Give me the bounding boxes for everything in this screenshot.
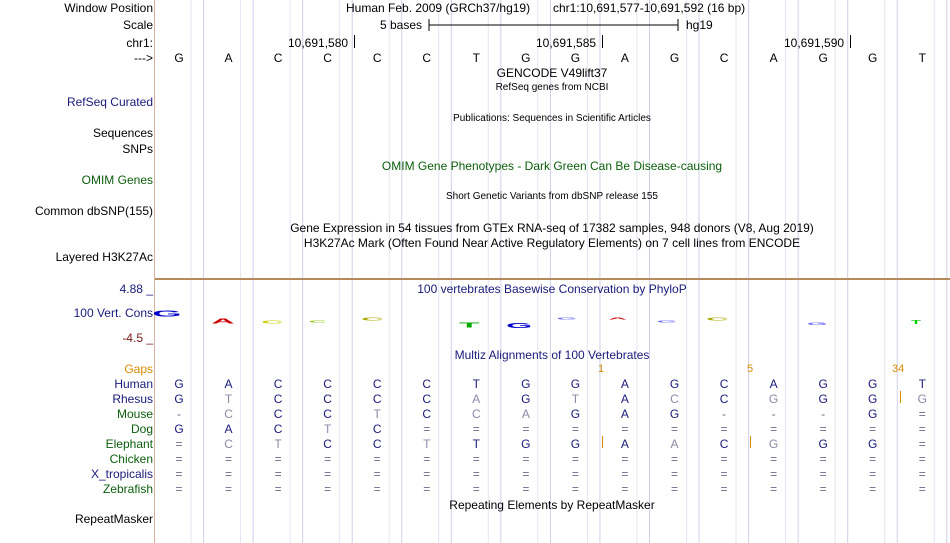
ruler-tick bbox=[850, 35, 851, 48]
alignment-base: = bbox=[869, 467, 877, 481]
alignment-base: C bbox=[471, 407, 481, 421]
alignment-base: = bbox=[918, 452, 926, 466]
alignment-base: A bbox=[224, 422, 233, 436]
base-letter: T bbox=[918, 51, 926, 65]
alignment-base: = bbox=[621, 482, 629, 496]
alignment-base: G bbox=[174, 422, 184, 436]
h3k27ac-track-title: H3K27Ac Mark (Often Found Near Active Regulatory Elements) on 7 cell lines from ENCODE bbox=[303, 236, 801, 250]
base-letter: G bbox=[818, 51, 828, 65]
alignment-base: = bbox=[423, 467, 431, 481]
alignment-base: = bbox=[472, 422, 480, 436]
base-letter: T bbox=[472, 51, 480, 65]
alignment-base: G bbox=[521, 437, 531, 451]
alignment-base: = bbox=[274, 482, 282, 496]
alignment-base: = bbox=[720, 467, 728, 481]
alignment-base: = bbox=[819, 467, 827, 481]
alignment-base: = bbox=[522, 422, 530, 436]
alignment-base: = bbox=[571, 467, 579, 481]
dbsnp-track-title: Short Genetic Variants from dbSNP release 155 bbox=[446, 191, 658, 202]
alignment-base: - bbox=[771, 407, 776, 421]
alignment-base: = bbox=[918, 437, 926, 451]
alignment-base: = bbox=[324, 482, 332, 496]
alignment-base: = bbox=[225, 452, 233, 466]
alignment-base: = bbox=[225, 482, 233, 496]
alignment-base: = bbox=[819, 422, 827, 436]
alignment-base: = bbox=[423, 482, 431, 496]
alignment-base: - bbox=[821, 407, 826, 421]
species-label[interactable]: Human bbox=[114, 377, 153, 391]
alignment-base: T bbox=[423, 437, 431, 451]
logo-letter-c: C bbox=[361, 316, 384, 322]
alignment-base: G bbox=[818, 392, 828, 406]
logo-letter-t: T bbox=[459, 321, 480, 329]
alignment-base: = bbox=[274, 452, 282, 466]
species-label[interactable]: Rhesus bbox=[112, 392, 153, 406]
insertion-marker bbox=[602, 436, 603, 448]
ruler-tick bbox=[354, 35, 355, 48]
alignment-base: = bbox=[869, 482, 877, 496]
strand-label: ---> bbox=[134, 51, 153, 65]
alignment-base: A bbox=[620, 377, 629, 391]
chrom-label: chr1: bbox=[126, 36, 153, 50]
h3k27ac-track-label[interactable]: Layered H3K27Ac bbox=[55, 250, 153, 264]
insertion-marker bbox=[900, 391, 901, 403]
logo-letter-c: C bbox=[261, 319, 284, 325]
alignment-base: = bbox=[175, 452, 183, 466]
alignment-base: C bbox=[224, 437, 233, 451]
alignment-base: = bbox=[324, 467, 332, 481]
alignment-base: = bbox=[770, 452, 778, 466]
alignment-base: = bbox=[175, 437, 183, 451]
alignment-base: = bbox=[522, 467, 530, 481]
cons-max-value: 4.88 _ bbox=[119, 282, 153, 296]
scale-label: Scale bbox=[122, 18, 153, 32]
alignment-base: = bbox=[621, 452, 629, 466]
alignment-base: C bbox=[422, 392, 432, 406]
alignment-base: C bbox=[372, 437, 382, 451]
alignment-base: G bbox=[570, 377, 581, 391]
ruler-tick bbox=[602, 35, 603, 48]
publications-track-title: Publications: Sequences in Scientific Articles bbox=[453, 113, 651, 124]
alignment-base: G bbox=[868, 392, 878, 406]
alignment-base: C bbox=[422, 407, 432, 421]
alignment-base: A bbox=[620, 437, 629, 451]
alignment-base: G bbox=[917, 392, 927, 406]
alignment-base: T bbox=[323, 422, 332, 436]
alignment-base: T bbox=[274, 437, 282, 451]
logo-letter-g: G bbox=[506, 321, 533, 330]
base-letter: C bbox=[323, 51, 332, 65]
base-letter: A bbox=[224, 51, 233, 65]
alignment-base: A bbox=[769, 377, 778, 391]
alignment-base: = bbox=[621, 467, 629, 481]
alignment-base: C bbox=[372, 392, 382, 406]
alignment-base: C bbox=[719, 437, 729, 451]
alignment-base: = bbox=[918, 407, 926, 421]
base-letter: A bbox=[620, 51, 629, 65]
window-position-label: Window Position bbox=[64, 1, 153, 15]
scale-bar bbox=[428, 17, 680, 33]
alignment-base: A bbox=[670, 437, 679, 451]
species-label[interactable]: Dog bbox=[130, 422, 153, 436]
base-letter: A bbox=[769, 51, 778, 65]
alignment-base: = bbox=[373, 467, 381, 481]
alignment-base: - bbox=[177, 407, 181, 421]
base-letter: G bbox=[868, 51, 878, 65]
alignment-base: = bbox=[522, 452, 530, 466]
alignment-base: = bbox=[670, 482, 678, 496]
logo-letter-t: T bbox=[911, 320, 921, 326]
alignment-base: T bbox=[472, 437, 480, 451]
alignment-base: = bbox=[522, 482, 530, 496]
sequences-track-label[interactable]: Sequences bbox=[92, 126, 153, 140]
logo-letter-a: A bbox=[608, 317, 628, 321]
track-divider bbox=[155, 278, 950, 280]
alignment-base: = bbox=[720, 482, 728, 496]
position-readout: chr1:10,691,577-10,691,592 (16 bp) bbox=[553, 1, 746, 15]
base-letter: G bbox=[521, 51, 531, 65]
alignment-base: = bbox=[423, 422, 431, 436]
alignment-base: = bbox=[571, 422, 579, 436]
alignment-base: = bbox=[423, 452, 431, 466]
alignment-base: T bbox=[373, 407, 381, 421]
gtex-track-title: Gene Expression in 54 tissues from GTEx RNA-seq of 17382 samples, 948 donors (V8, Aug 2019) bbox=[290, 221, 814, 235]
alignment-base: = bbox=[571, 452, 579, 466]
species-label[interactable]: Chicken bbox=[109, 452, 153, 466]
alignment-base: = bbox=[670, 422, 678, 436]
logo-letter-c: C bbox=[308, 320, 327, 324]
base-letter: C bbox=[372, 51, 382, 65]
alignment-base: = bbox=[770, 467, 778, 481]
alignment-base: = bbox=[770, 422, 778, 436]
dbsnp-track-label[interactable]: Common dbSNP(155) bbox=[34, 204, 153, 218]
logo-letter-c: C bbox=[706, 316, 729, 322]
alignment-base: C bbox=[224, 407, 233, 421]
alignment-base: = bbox=[472, 452, 480, 466]
alignment-base: G bbox=[868, 437, 878, 451]
refseq-track-subtitle: RefSeq genes from NCBI bbox=[495, 82, 609, 93]
species-label[interactable]: Elephant bbox=[105, 437, 153, 451]
alignment-base: A bbox=[620, 407, 629, 421]
gap-count: 34 bbox=[892, 363, 905, 375]
repeatmasker-track-title: Repeating Elements by RepeatMasker bbox=[449, 498, 655, 512]
multiz-track-title: Multiz Alignments of 100 Vertebrates bbox=[454, 348, 650, 362]
alignment-base: T bbox=[472, 377, 480, 391]
alignment-base: G bbox=[174, 377, 184, 391]
ruler-tick-label: 10,691,585 bbox=[536, 36, 597, 50]
repeatmasker-track-label[interactable]: RepeatMasker bbox=[74, 512, 153, 526]
alignment-base: C bbox=[719, 392, 729, 406]
alignment-base: T bbox=[224, 392, 233, 406]
alignment-base: = bbox=[869, 422, 877, 436]
alignment-base: = bbox=[373, 452, 381, 466]
gap-count: 1 bbox=[598, 363, 605, 375]
alignment-base: = bbox=[770, 482, 778, 496]
alignment-base: C bbox=[372, 422, 382, 436]
gap-count: 5 bbox=[747, 363, 754, 375]
alignment-base: G bbox=[868, 407, 878, 421]
alignment-base: G bbox=[768, 437, 779, 451]
phylop-track-title: 100 vertebrates Basewise Conservation by PhyloP bbox=[417, 282, 687, 296]
logo-letter-g: G bbox=[556, 317, 578, 321]
alignment-base: G bbox=[521, 377, 531, 391]
species-label[interactable]: Mouse bbox=[116, 407, 153, 421]
alignment-base: C bbox=[422, 377, 432, 391]
gaps-label: Gaps bbox=[124, 362, 153, 376]
alignment-base: = bbox=[670, 467, 678, 481]
gencode-track-title[interactable]: GENCODE V49lift37 bbox=[496, 66, 608, 80]
scale-db: hg19 bbox=[686, 18, 713, 32]
alignment-base: = bbox=[720, 422, 728, 436]
alignment-base: C bbox=[273, 392, 283, 406]
alignment-base: = bbox=[621, 422, 629, 436]
alignment-base: G bbox=[570, 407, 581, 421]
cons-track-label[interactable]: 100 Vert. Cons bbox=[73, 306, 153, 320]
alignment-base: G bbox=[669, 377, 680, 391]
alignment-base: = bbox=[819, 482, 827, 496]
alignment-base: T bbox=[918, 377, 926, 391]
alignment-base: C bbox=[670, 392, 679, 406]
omim-track-title: OMIM Gene Phenotypes - Dark Green Can Be Disease-causing bbox=[381, 159, 723, 173]
base-letter: G bbox=[570, 51, 581, 65]
alignment-base: C bbox=[372, 377, 382, 391]
alignment-base: = bbox=[274, 467, 282, 481]
ruler-tick-label: 10,691,590 bbox=[784, 36, 845, 50]
ruler-tick-label: 10,691,580 bbox=[288, 36, 349, 50]
alignment-base: = bbox=[324, 452, 332, 466]
alignment-base: = bbox=[225, 467, 233, 481]
alignment-base: - bbox=[722, 407, 727, 421]
alignment-base: G bbox=[818, 377, 828, 391]
base-letter: G bbox=[174, 51, 184, 65]
base-letter: C bbox=[422, 51, 432, 65]
base-letter: C bbox=[273, 51, 283, 65]
logo-letter-g: G bbox=[656, 320, 678, 324]
alignment-base: = bbox=[918, 422, 926, 436]
omim-track-label[interactable]: OMIM Genes bbox=[81, 173, 153, 187]
base-letter: G bbox=[669, 51, 680, 65]
alignment-base: T bbox=[571, 392, 580, 406]
alignment-base: = bbox=[472, 482, 480, 496]
alignment-base: C bbox=[323, 437, 332, 451]
assembly-title: Human Feb. 2009 (GRCh37/hg19) bbox=[346, 1, 531, 15]
alignment-base: = bbox=[175, 482, 183, 496]
refseq-track-label[interactable]: RefSeq Curated bbox=[66, 95, 153, 109]
alignment-base: = bbox=[373, 482, 381, 496]
alignment-base: A bbox=[620, 392, 629, 406]
alignment-base: G bbox=[669, 407, 680, 421]
alignment-base: = bbox=[819, 452, 827, 466]
snps-track-label[interactable]: SNPs bbox=[122, 142, 153, 156]
alignment-base: C bbox=[273, 422, 283, 436]
alignment-base: = bbox=[472, 467, 480, 481]
alignment-base: C bbox=[273, 377, 283, 391]
alignment-base: = bbox=[571, 482, 579, 496]
alignment-base: = bbox=[918, 482, 926, 496]
cons-min-value: -4.5 _ bbox=[122, 331, 153, 345]
alignment-base: A bbox=[472, 392, 481, 406]
alignment-base: = bbox=[869, 452, 877, 466]
alignment-base: = bbox=[720, 452, 728, 466]
alignment-base: C bbox=[323, 407, 332, 421]
alignment-base: G bbox=[818, 437, 828, 451]
label-column-divider bbox=[154, 0, 155, 543]
scale-text: 5 bases bbox=[380, 18, 423, 32]
alignment-base: = bbox=[918, 467, 926, 481]
species-label[interactable]: Zebrafish bbox=[102, 482, 153, 496]
alignment-base: C bbox=[323, 392, 332, 406]
logo-letter-a: A bbox=[211, 316, 235, 326]
alignment-base: A bbox=[224, 377, 233, 391]
alignment-base: G bbox=[868, 377, 878, 391]
alignment-base: G bbox=[768, 392, 779, 406]
alignment-base: C bbox=[323, 377, 332, 391]
alignment-base: G bbox=[521, 392, 531, 406]
species-label[interactable]: X_tropicalis bbox=[90, 467, 153, 481]
logo-letter-g: G bbox=[152, 309, 182, 319]
alignment-base: = bbox=[175, 467, 183, 481]
alignment-base: = bbox=[670, 452, 678, 466]
base-letter: C bbox=[719, 51, 729, 65]
alignment-base: C bbox=[273, 407, 283, 421]
alignment-base: A bbox=[521, 407, 530, 421]
alignment-base: G bbox=[174, 392, 184, 406]
insertion-marker bbox=[750, 436, 751, 448]
alignment-base: C bbox=[719, 377, 729, 391]
logo-letter-g: G bbox=[807, 321, 828, 327]
alignment-base: G bbox=[570, 437, 581, 451]
